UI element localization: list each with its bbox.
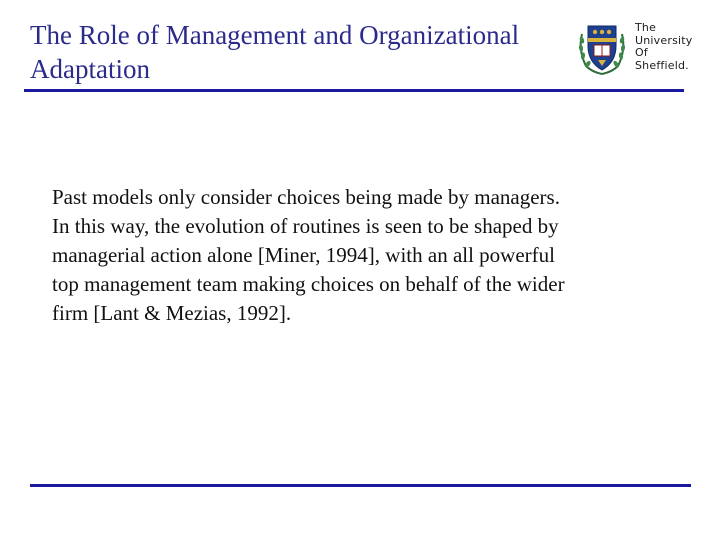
body-line: In this way, the evolution of routines is seen to be shaped by [52,214,559,238]
body-line: firm [Lant & Mezias, 1992]. [52,301,292,325]
footer-divider [30,484,691,487]
wordmark-line: Sheffield. [635,58,689,72]
university-logo [576,20,696,76]
body-line: top management team making choices on behalf of the wider [52,272,565,296]
slide-title-line-1: The Role of Management and Organizational [30,20,520,50]
slide-title [30,18,570,86]
body-line: Past models only consider choices being made by managers. [52,185,560,209]
body-line: managerial action alone [Miner, 1994], with an all powerful [52,243,555,267]
wordmark-line: University [635,33,693,47]
slide-title-line-2: Adaptation [30,54,150,84]
wordmark-line: The [635,21,657,34]
title-divider [24,89,684,92]
university-crest-icon [576,20,628,76]
university-wordmark [635,22,693,72]
slide-body-text [52,183,692,328]
wordmark-line: Of [635,46,648,59]
